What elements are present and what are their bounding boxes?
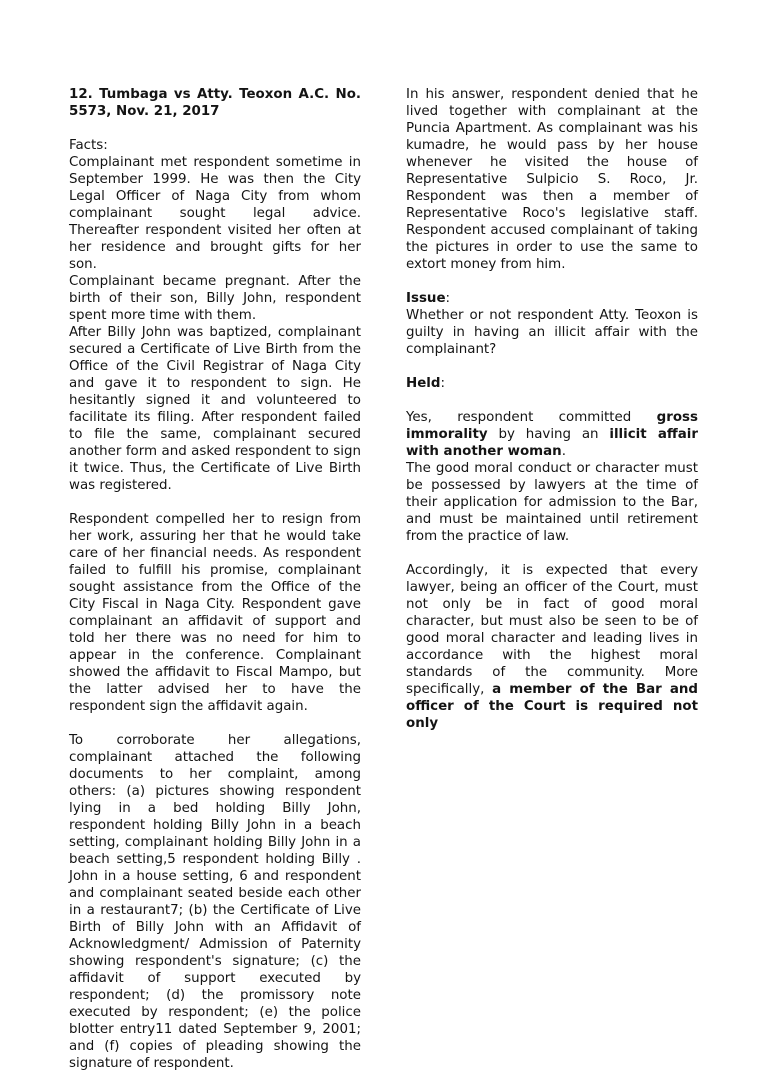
facts-paragraph-3: After Billy John was baptized, complainant secured a Certificate of Live Birth from the Office of the Civil Registrar of Naga City and gave it to respondent to sign. He hesitantly signed it and volunteered to facilitate its filing. After respondent failed to file the same, complainant secured another form and asked respondent to sign it twice. Thus, the Certificate of Live Birth was registered.: [69, 325, 361, 493]
case-title: 12. Tumbaga vs Atty. Teoxon A.C. No. 5573, Nov. 21, 2017: [69, 87, 361, 119]
facts-paragraph-5: To corroborate her allegations, complainant attached the following documents to her complaint, among others: (a) pictures showing respondent lying in a bed holding Billy John, respondent holding Billy John in a beach setting, complainant holding Billy John in a beach setting,5 respondent holding Billy . John in a house setting, 6 and respondent and complainant seated beside each other in a restaurant7; (b) the Certificate of Live Birth of Billy John with an Affidavit of Acknowledgment/ Admission of Paternity showing respondent's signature; (c) the affidavit of support executed by respondent; (d) the promissory note executed by respondent; (e) the police blotter entry11 dated September 9, 2001; and (f) copies of pleading showing the signature of respondent.: [69, 733, 361, 1071]
facts-paragraph-4: Respondent compelled her to resign from her work, assuring her that he would take care of her financial needs. As respondent failed to fulfill his promise, complainant sought assistance from the Office of the City Fiscal in Naga City. Respondent gave complainant an affidavit of support and told her there was no need for him to appear in the conference. Complainant showed the affidavit to Fiscal Mampo, but the latter advised her to have the respondent sign the affidavit again.: [69, 512, 361, 714]
held-paragraph-3: Accordingly, it is expected that every lawyer, being an officer of the Court, must not only be in fact of good moral character, but must also be seen to be of good moral character and leading lives in accordance with the highest moral standards of the community. More specifically, a member of the Bar and officer of the Court is required not only: [406, 563, 698, 731]
facts-paragraph-1: Complainant met respondent sometime in September 1999. He was then the City Legal Officer of Naga City from whom complainant sought legal advice. Thereafter respondent visited her often at her residence and brought gifts for her son.: [69, 155, 361, 272]
issue-text: Whether or not respondent Atty. Teoxon is guilty in having an illicit affair with the complainant?: [406, 308, 698, 357]
held-paragraph-1: Yes, respondent committed gross immorality by having an illicit affair with another woman.: [406, 410, 698, 459]
held-heading: Held:: [406, 376, 445, 391]
left-column: [69, 86, 361, 1072]
held-paragraph-2: The good moral conduct or character must be possessed by lawyers at the time of their application for admission to the Bar, and must be maintained until retirement from the practice of law.: [406, 461, 698, 544]
facts-paragraph-6: In his answer, respondent denied that he lived together with complainant at the Puncia Apartment. As complainant was his kumadre, he would pass by her house whenever he visited the house of Representative Sulpicio S. Roco, Jr. Respondent was then a member of Representative Roco's legislative staff. Respondent accused complainant of taking the pictures in order to use the same to extort money from him.: [406, 87, 698, 272]
facts-paragraph-2: Complainant became pregnant. After the birth of their son, Billy John, respondent spent more time with them.: [69, 274, 361, 323]
issue-heading: Issue:: [406, 291, 451, 306]
facts-heading: Facts:: [69, 138, 108, 153]
right-column: [406, 86, 698, 732]
